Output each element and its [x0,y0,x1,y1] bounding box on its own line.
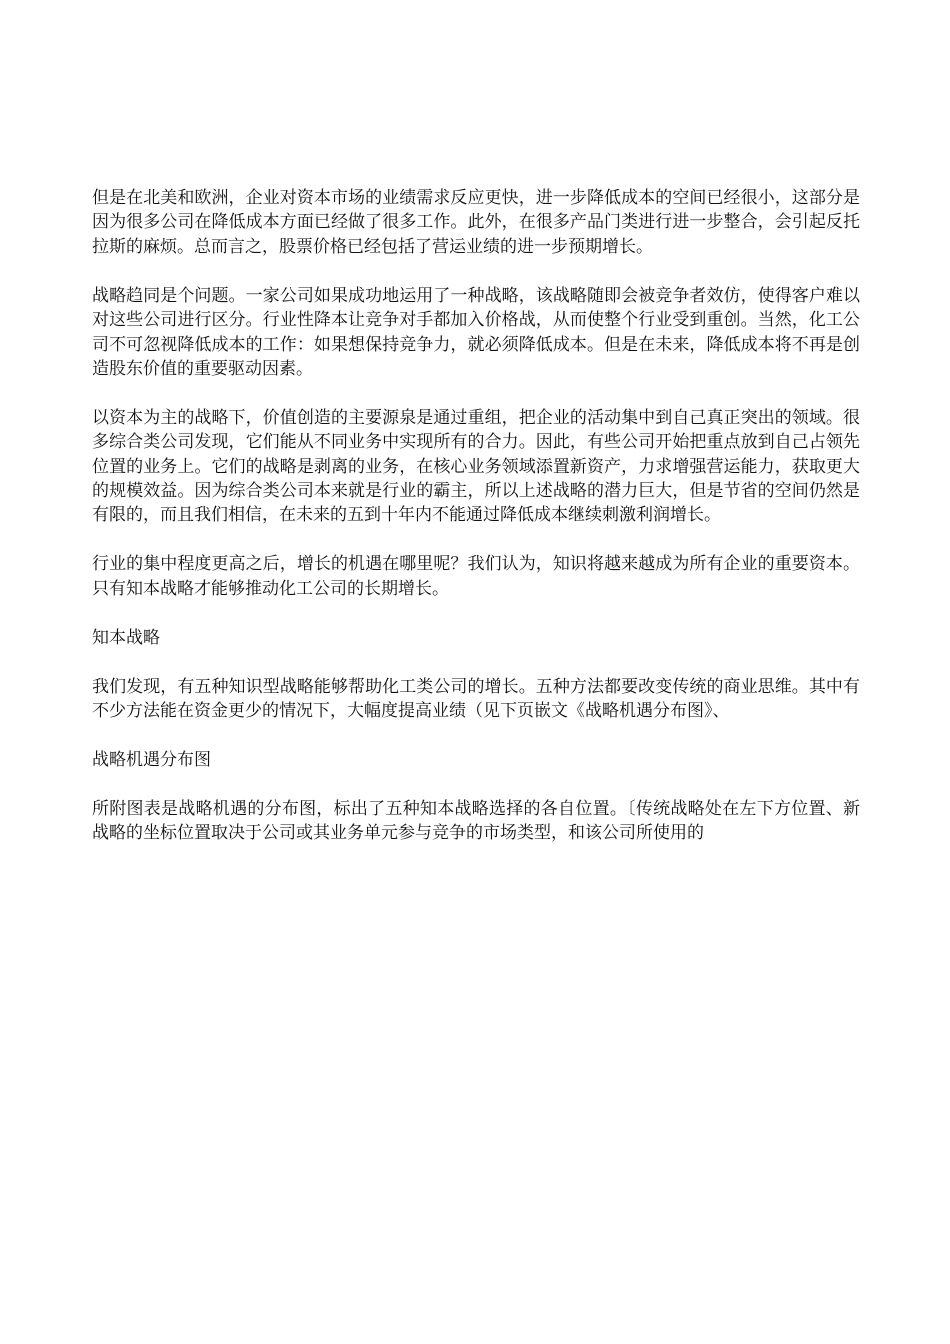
paragraph-gap [92,723,860,748]
paragraph-gap [92,601,860,626]
paragraph-2: 战略趋同是个问题。一家公司如果成功地运用了一种战略，该战略随即会被竞争者效仿，使得客户难以对这些公司进行区分。行业性降本让竞争对手都加入价格战，从而使整个行业受到重创。当然，化工公司不可忽视降低成本的工作：如果想保持竞争力，就必须降低成本。但是在未来，降低成本将不再是创造股东价值的重要驱动因素。 [92,285,860,379]
paragraph-gap [92,528,860,553]
paragraph-gap [92,259,860,284]
paragraph-1: 但是在北美和欧洲，企业对资本市场的业绩需求反应更快，进一步降低成本的空间已经很小，这部分是因为很多公司在降低成本方面已经做了很多工作。此外，在很多产品门类进行进一步整合，会引起反托拉斯的麻烦。总而言之，股票价格已经包括了营运业绩的进一步预期增长。 [92,188,860,257]
paragraph-gap [92,772,860,797]
paragraph-gap [92,650,860,675]
paragraph-3: 以资本为主的战略下，价值创造的主要源泉是通过重组，把企业的活动集中到自己真正突出的领域。很多综合类公司发现，它们能从不同业务中实现所有的合力。因此，有些公司开始把重点放到自己占领先位置的业务上。它们的战略是剥离的业务，在核心业务领域添置新资产，力求增强营运能力，获取更大的规模效益。因为综合类公司本来就是行业的霸主，所以上述战略的潜力巨大，但是节省的空间仍然是有限的，而且我们相信，在未来的五到十年内不能通过降低成本继续刺激利润增长。 [92,407,860,526]
paragraph-4: 行业的集中程度更高之后，增长的机遇在哪里呢？我们认为，知识将越来越成为所有企业的重要资本。只有知本战略才能够推动化工公司的长期增长。 [92,554,860,599]
paragraph-5: 我们发现，有五种知识型战略能够帮助化工类公司的增长。五种方法都要改变传统的商业思维。其中有不少方法能在资金更少的情况下，大幅度提高业绩（见下页嵌文《战略机遇分布图》、 [92,676,860,721]
paragraph-6: 所附图表是战略机遇的分布图，标出了五种知本战略选择的各自位置。〔传统战略处在左下方位置、新战略的坐标位置取决于公司或其业务单元参与竞争的市场类型，和该公司所使用的 [92,798,860,844]
section-heading-zhiben: 知本战略 [92,627,160,648]
document-body [92,186,860,846]
section-heading-opportunity-map: 战略机遇分布图 [92,749,211,770]
paragraph-gap [92,381,860,406]
